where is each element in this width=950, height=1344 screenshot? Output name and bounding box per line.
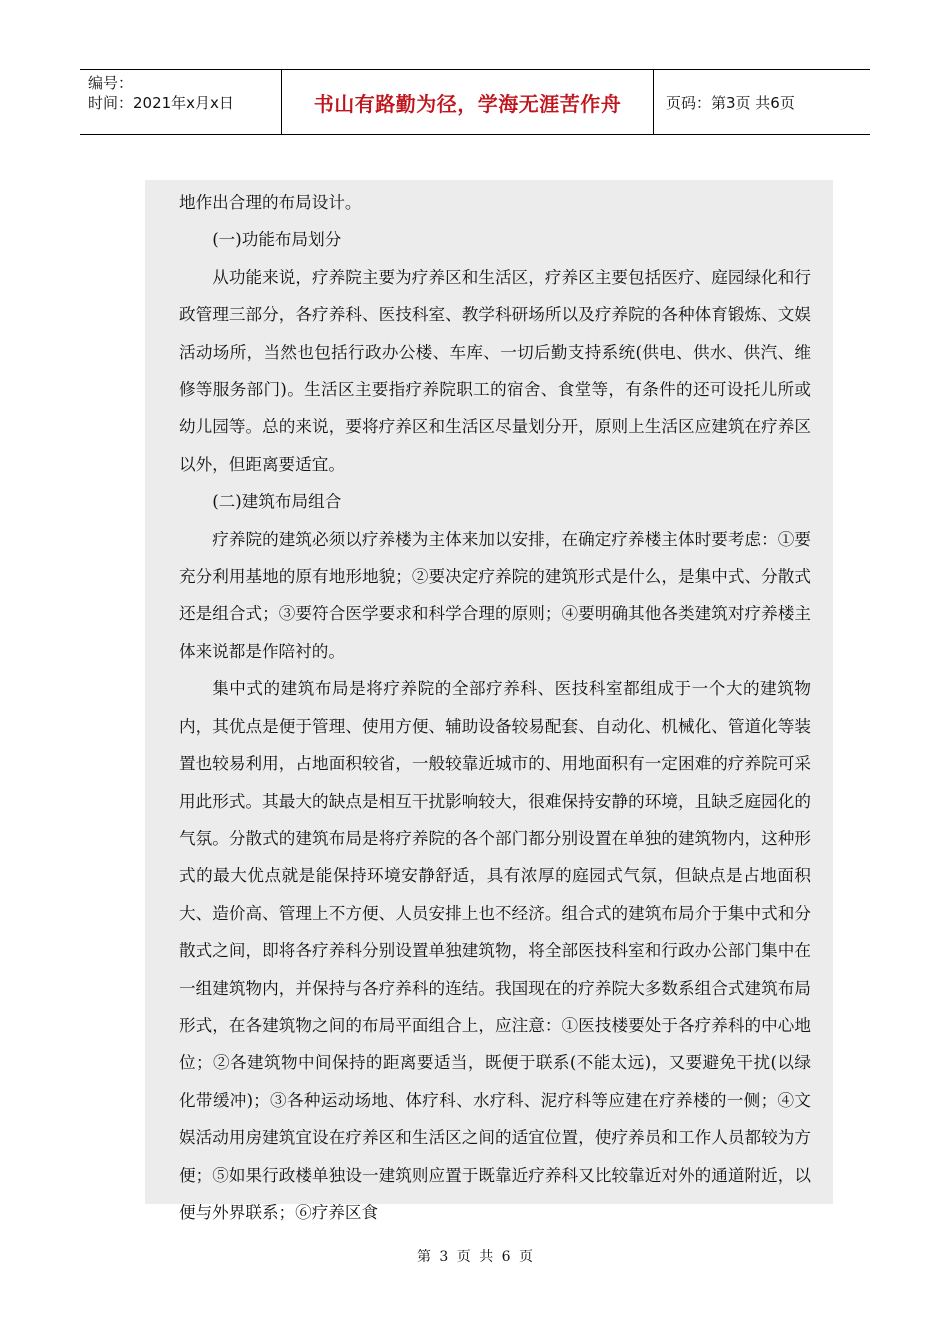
header-motto-cell bbox=[282, 70, 654, 134]
paragraph-building-principles: 疗养院的建筑必须以疗养楼为主体来加以安排，在确定疗养楼主体时要考虑：①要充分利用基地的原有地形地貌；②要决定疗养院的建筑形式是什么，是集中式、分散式还是组合式；③要符合医学要求和科学合理的原则；④要明确其他各类建筑对疗养楼主体来说都是作陪衬的。 bbox=[179, 529, 811, 661]
section-heading-functional-layout: (一)功能布局划分 bbox=[212, 230, 342, 250]
document-time-label: 时间：2021年x月x日 bbox=[88, 94, 234, 112]
motto-text: 书山有路勤为径，学海无涯苦作舟 bbox=[313, 91, 622, 116]
header-meta bbox=[80, 70, 282, 134]
document-number-label: 编号： bbox=[88, 74, 134, 92]
document-body bbox=[145, 180, 833, 1222]
page-info-text: 页码：第3页 共6页 bbox=[666, 93, 795, 112]
paragraph-layout-types: 集中式的建筑布局是将疗养院的全部疗养科、医技科室都组成于一个大的建筑物内，其优点是便于管理、使用方便、辅助设备较易配套、自动化、机械化、管道化等装置也较易利用，占地面积较省，一般较靠近城市的、用地面积有一定困难的疗养院可采用此形式。其最大的缺点是相互干扰影响较大，很难保持安静的环境，且缺乏庭园化的气氛。分散式的建筑布局是将疗养院的各个部门都分别设置在单独的建筑物内，这种形式的最大优点就是能保持环境安静舒适，具有浓厚的庭园式气氛，但缺点是占地面积大、造价高、管理上不方便、人员安排上也不经济。组合式的建筑布局介于集中式和分散式之间，即将各疗养科分别设置单独建筑物，将全部医技科室和行政办公部门集中在一组建筑物内，并保持与各疗养科的连结。我国现在的疗养院大多数系组合式建筑布局形式，在各建筑物之间的布局平面组合上，应注意：①医技楼要处于各疗养科的中心地位；②各建筑物中间保持的距离要适当，既便于联系(不能太远)，又要避免干扰(以绿化带缓冲)；③各种运动场地、体疗科、水疗科、泥疗科等应建在疗养楼的一侧；④文娱活动用房建筑宜设在疗养区和生活区之间的适宜位置，使疗养员和工作人员都较为方便；⑤如果行政楼单独设一建筑则应置于既靠近疗养科又比较靠近对外的通道附近，以便与外界联系；⑥疗养区食 bbox=[179, 679, 811, 1222]
section-heading-building-layout: (二)建筑布局组合 bbox=[212, 492, 342, 512]
page-header bbox=[80, 69, 870, 135]
page-footer: 第 3 页 共 6 页 bbox=[416, 1249, 534, 1265]
paragraph-continuation: 地作出合理的布局设计。 bbox=[179, 193, 362, 212]
paragraph-functional-layout: 从功能来说，疗养院主要为疗养区和生活区，疗养区主要包括医疗、庭园绿化和行政管理三部分，各疗养科、医技科室、教学科研场所以及疗养院的各种体育锻炼、文娱活动场所，当然也包括行政办公楼、车库、一切后勤支持系统(供电、供水、供汽、维修等服务部门)。生活区主要指疗养院职工的宿舍、食堂等，有条件的还可设托儿所或幼儿园等。总的来说，要将疗养区和生活区尽量划分开，原则上生活区应建筑在疗养区以外，但距离要适宜。 bbox=[179, 267, 811, 474]
header-page-info bbox=[654, 70, 870, 134]
